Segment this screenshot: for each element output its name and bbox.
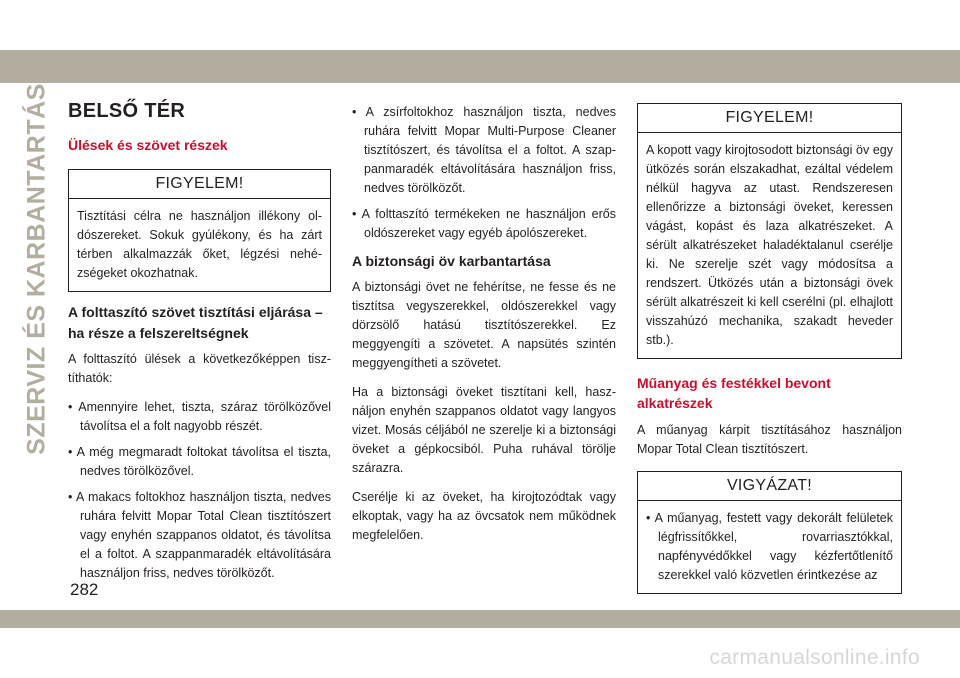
- chapter-side-tab: [22, 83, 52, 455]
- list-item: • A folttaszító termékeken ne használjon erős oldószereket vagy egyéb ápolószereket.: [352, 207, 616, 240]
- warning-box-body: [69, 199, 330, 291]
- caution-bullet-list: [646, 509, 893, 585]
- list-item: • A zsírfoltokhoz használjon tiszta, nedves ruhára felvitt Mopar Multi-Purpose Cleaner tisztítószert, és távolítsa el a foltot. A szappanmaradék eltávolítására használjon friss, nedves törölközőt.: [352, 105, 616, 195]
- paragraph-plastic: A műanyag kárpit tisztításához használjon Mopar Total Clean tisztítószert.: [637, 423, 902, 456]
- warning-box-title: FIGYELEM!: [638, 104, 901, 133]
- bullet-list-grease: [352, 103, 616, 243]
- list-item: • A műanyag, festett vagy dekorált felületek légfrissítőkkel, rovarriasztókkal, napfényvédőkkel vagy kézfertőtlenítő szerekkel való közvetlen érintkezése az: [646, 511, 893, 582]
- subsection-title-seats: Ülések és szövet részek: [68, 137, 228, 153]
- bullet-list-cleaning: [68, 398, 331, 583]
- heading-stain-repellent: A folttaszító szövet tisztítási eljárása – ha része a felszereltségnek: [68, 304, 323, 341]
- bottom-footer-band: [0, 610, 960, 628]
- section-title: BELSŐ TÉR: [68, 100, 186, 122]
- list-item: • Amennyire lehet, tiszta, száraz törölközővel távolítsa el a folt nagyobb részét.: [68, 400, 331, 433]
- caution-box-title: VIGYÁZAT!: [638, 472, 901, 501]
- heading-seatbelt-maintenance: A biztonsági öv karbantartása: [352, 253, 551, 269]
- column-1: [68, 100, 331, 590]
- warning-box-body: [638, 133, 901, 358]
- warning-box-text: Tisztítási célra ne használjon illékony oldószereket. Sokuk gyúlékony, és ha zárt térben alkalmazzák őket, légzési nehézségeket okozhatnak.: [77, 209, 322, 280]
- top-margin: [0, 0, 960, 50]
- column-2: [352, 103, 616, 555]
- page-number: 282: [70, 580, 99, 599]
- chapter-side-tab-label: SZERVIZ ÉS KARBANTARTÁS: [22, 83, 51, 455]
- top-header-band: [0, 50, 960, 83]
- list-item: • A még megmaradt foltokat távolítsa el tiszta, nedves törölközővel.: [68, 445, 331, 478]
- column-3: [637, 103, 902, 604]
- subsection-title-plastic: Műanyag és festékkel bevont alkatrészek: [637, 375, 831, 411]
- watermark-text: carmanualsonline.info: [709, 646, 920, 669]
- warning-box-text: A kopott vagy kirojtosodott biztonsági öv egy ütközés során elszakadhat, ezáltal védelem nélkül hagyva az utast. Rendszeresen ellenőrizze a biztonsági öveket, keressen vágást, kopást és laza alkatrészeket. A sérült alkatrészeket haladéktalanul cserélje ki. Ne szerelje szét vagy módosítsa a rendszert. Ütközés után a biztonsági övek sérült alkatrészeit ki kell cserélni (pl. elhajlott visszahúzó mechanika, szakadt heveder stb.).: [646, 143, 893, 347]
- paragraph: Ha a biztonsági öveket tisztítani kell, használjon enyhén szappanos oldatot vagy langyos vizet. Mosás céljából ne szerelje ki a biztonsági öveket a gépkocsiból. Puha ruhával törölje szárazra.: [352, 385, 616, 475]
- caution-box-plastic: [637, 471, 902, 594]
- warning-box-seatbelt: [637, 103, 902, 359]
- warning-box-solvents: [68, 169, 331, 292]
- paragraph: Cserélje ki az öveket, ha kirojtozódtak vagy elkoptak, vagy ha az övcsatok nem működnek megfelelően.: [352, 490, 616, 542]
- warning-box-title: FIGYELEM!: [69, 170, 330, 199]
- caution-box-body: [638, 501, 901, 593]
- paragraph: A biztonsági övet ne fehérítse, ne fesse és ne tisztítsa vegyszerekkel, oldószerekkel vagy dörzsölő hatású tisztítószerekkel. Ez meggyengíti a szövetet. A napsütés szintén meggyengítheti a szövetet.: [352, 280, 616, 370]
- list-item: • A makacs foltokhoz használjon tiszta, nedves ruhára felvitt Mopar Total Clean tisztítószert vagy enyhén szappanos oldatot, és távolítsa el a foltot. A szappanmaradék eltávolítására használjon friss, nedves törölközőt.: [68, 490, 331, 580]
- paragraph-intro: A folttaszító ülések a következőképpen tisztíthatók:: [68, 352, 331, 385]
